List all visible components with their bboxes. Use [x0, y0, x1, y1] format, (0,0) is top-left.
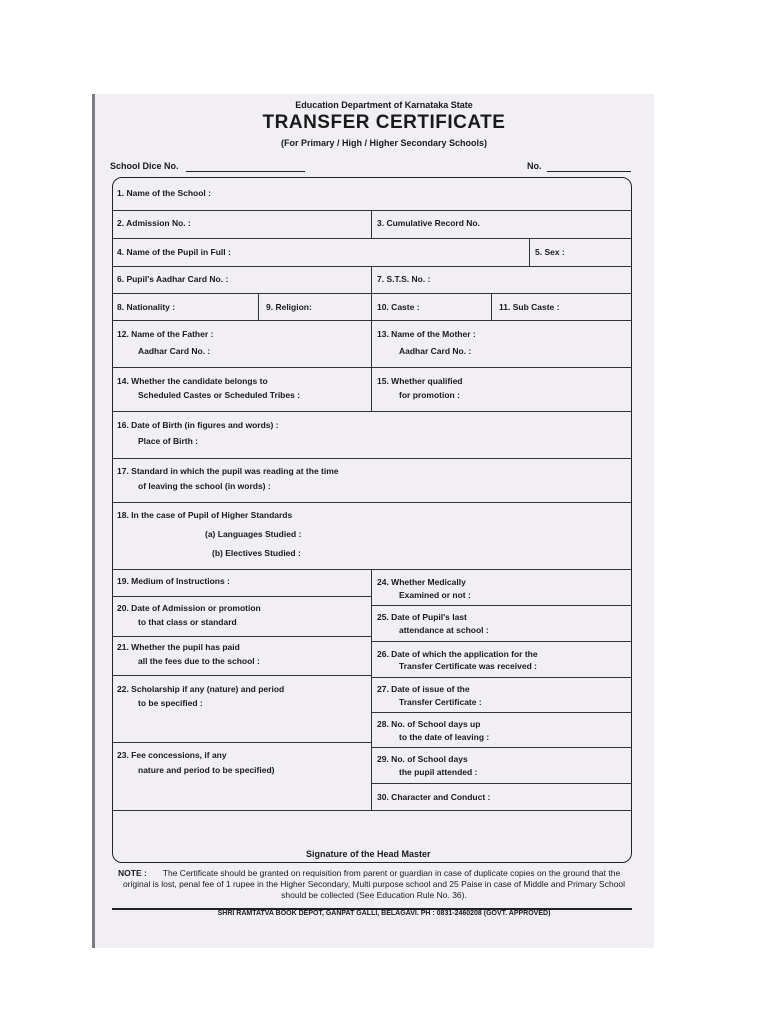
field-admission-no: 2. Admission No. : — [117, 218, 191, 228]
field-sc-st-line2: Scheduled Castes or Scheduled Tribes : — [138, 390, 301, 400]
field-father-name: 12. Name of the Father : — [117, 329, 214, 339]
head-master-signature: Signature of the Head Master — [306, 849, 431, 859]
field-days-up-to-leaving-line2: to the date of leaving : — [399, 732, 490, 742]
field-application-received: 26. Date of which the application for the — [377, 649, 538, 659]
row-divider — [112, 367, 632, 368]
field-sc-st: 14. Whether the candidate belongs to — [117, 376, 268, 386]
row-divider — [371, 783, 632, 784]
field-last-attendance-line2: attendance at school : — [399, 625, 489, 635]
certificate-note — [118, 868, 630, 901]
field-sts-no: 7. S.T.S. No. : — [377, 274, 431, 284]
school-dice-blank[interactable] — [186, 171, 305, 172]
row-divider — [112, 596, 371, 597]
field-religion: 9. Religion: — [266, 302, 312, 312]
column-divider — [258, 293, 259, 320]
row-divider — [112, 411, 632, 412]
row-divider — [371, 747, 632, 748]
field-days-attended: 29. No. of School days — [377, 754, 468, 764]
field-cumulative-record-no: 3. Cumulative Record No. — [377, 218, 480, 228]
field-standard-leaving: 17. Standard in which the pupil was reading at the time — [117, 466, 339, 476]
certificate-number-blank[interactable] — [547, 171, 631, 172]
row-divider — [371, 677, 632, 678]
field-application-received-line2: Transfer Certificate was received : — [399, 661, 537, 671]
field-scholarship: 22. Scholarship if any (nature) and period — [117, 684, 285, 694]
row-divider — [112, 320, 632, 321]
row-divider — [112, 810, 632, 811]
field-caste: 10. Caste : — [377, 302, 420, 312]
row-divider — [112, 569, 632, 570]
column-divider — [491, 293, 492, 320]
field-standard-leaving-line2: of leaving the school (in words) : — [138, 481, 271, 491]
field-languages-studied: (a) Languages Studied : — [205, 529, 302, 539]
field-fees-paid: 21. Whether the pupil has paid — [117, 642, 240, 652]
field-scholarship-line2: to be specified : — [138, 698, 203, 708]
department-name: Education Department of Karnataka State — [295, 100, 473, 110]
certificate-subtitle: (For Primary / High / Higher Secondary Schools) — [280, 138, 488, 148]
field-pupil-aadhar: 6. Pupil's Aadhar Card No. : — [117, 274, 229, 284]
field-higher-standards: 18. In the case of Pupil of Higher Standards — [117, 510, 293, 520]
row-divider — [112, 742, 371, 743]
field-date-of-issue: 27. Date of issue of the — [377, 684, 470, 694]
field-mother-name: 13. Name of the Mother : — [377, 329, 476, 339]
printer-footer: SHRI RAMTATVA BOOK DEPOT, GANPAT GALLI, BELAGAVI. PH : 0831-2460208 (GOVT. APPROVED) — [217, 910, 551, 917]
field-date-of-birth: 16. Date of Birth (in figures and words) : — [117, 420, 279, 430]
field-medically-examined-line2: Examined or not : — [399, 590, 471, 600]
row-divider — [112, 675, 371, 676]
school-dice-label: School Dice No. — [110, 161, 179, 171]
field-pupil-name: 4. Name of the Pupil in Full : — [117, 247, 231, 257]
field-sub-caste: 11. Sub Caste : — [499, 302, 560, 312]
row-divider — [112, 266, 632, 267]
field-medically-examined: 24. Whether Medically — [377, 577, 466, 587]
column-divider — [371, 367, 372, 411]
row-divider — [371, 605, 632, 606]
row-divider — [112, 210, 632, 211]
note-text: The Certificate should be granted on requisition from parent or guardian in case of duplicate copies on the ground that the original is lost, penal fee of 1 rupee in the Higher Secondary, Multi purpose school and 25 Paise in case of Middle and Primary School should be collected (See Education Rule No. 36). — [122, 868, 626, 900]
column-divider — [371, 266, 372, 367]
column-divider — [529, 238, 530, 266]
field-medium-of-instruction: 19. Medium of Instructions : — [117, 576, 230, 586]
sheet-edge-shadow — [92, 94, 95, 948]
field-place-of-birth: Place of Birth : — [138, 436, 198, 446]
field-character-conduct: 30. Character and Conduct : — [377, 792, 491, 802]
field-mother-aadhar: Aadhar Card No. : — [399, 346, 472, 356]
field-fee-concessions-line2: nature and period to be specified) — [138, 765, 275, 775]
field-fee-concessions: 23. Fee concessions, if any — [117, 750, 227, 760]
row-divider — [112, 293, 632, 294]
field-days-up-to-leaving: 28. No. of School days up — [377, 719, 481, 729]
certificate-title: TRANSFER CERTIFICATE — [262, 112, 506, 133]
field-date-of-admission: 20. Date of Admission or promotion — [117, 603, 261, 613]
row-divider — [112, 636, 371, 637]
column-divider — [371, 569, 372, 810]
field-qualified-promotion: 15. Whether qualified — [377, 376, 463, 386]
note-label: NOTE : — [118, 868, 147, 878]
row-divider — [112, 502, 632, 503]
field-fees-paid-line2: all the fees due to the school : — [138, 656, 260, 666]
field-nationality: 8. Nationality : — [117, 302, 176, 312]
field-school-name: 1. Name of the School : — [117, 188, 211, 198]
row-divider — [371, 712, 632, 713]
field-days-attended-line2: the pupil attended : — [399, 767, 478, 777]
row-divider — [371, 641, 632, 642]
field-last-attendance: 25. Date of Pupil's last — [377, 612, 467, 622]
row-divider — [112, 458, 632, 459]
column-divider — [371, 210, 372, 238]
field-sex: 5. Sex : — [535, 247, 565, 257]
field-date-of-admission-line2: to that class or standard — [138, 617, 237, 627]
field-father-aadhar: Aadhar Card No. : — [138, 346, 211, 356]
row-divider — [112, 238, 632, 239]
field-electives-studied: (b) Electives Studied : — [212, 548, 301, 558]
certificate-number-label: No. — [527, 161, 542, 171]
field-promotion-line2: for promotion : — [399, 390, 460, 400]
field-date-of-issue-line2: Transfer Certificate : — [399, 697, 482, 707]
